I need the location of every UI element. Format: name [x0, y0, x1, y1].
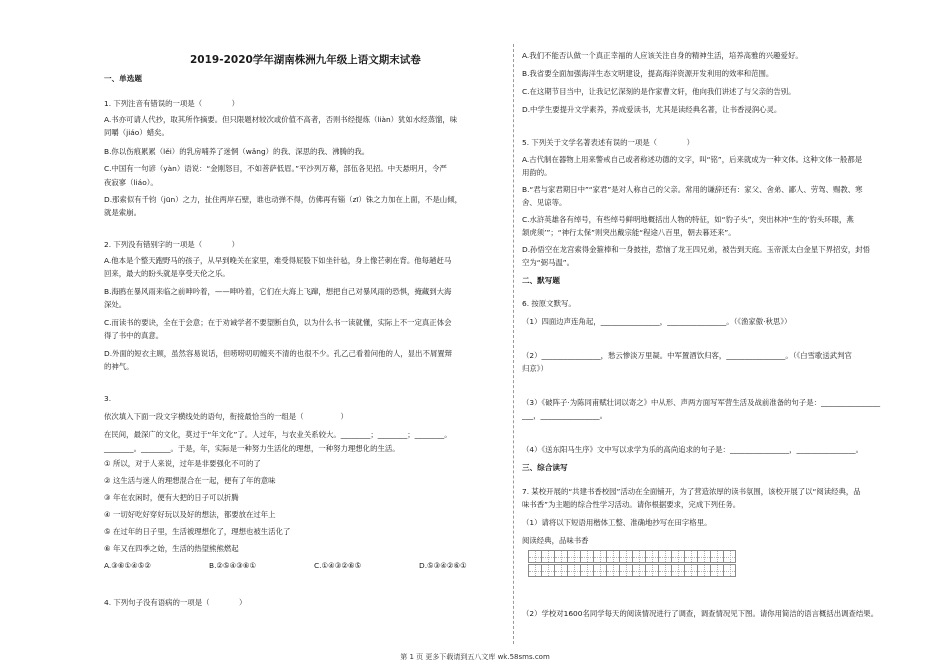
q6-item-1: （1）四面边声连角起，________________，________________。（《渔家傲·秋思》） — [522, 317, 792, 326]
question-2-stem: 2. 下列没有错别字的一项是（ ） — [104, 240, 240, 249]
section-heading-comprehensive: 三、综合读写 — [522, 463, 568, 472]
page-title: 2019-2020学年湖南株洲九年级上语文期末试卷 — [190, 54, 421, 66]
q5-option-d: D.孙悟空在龙宫索得金箍棒和一身披挂，惹恼了龙王四兄弟，被告到天庭。玉帝派太白金星下界招安，封悟 — [522, 245, 871, 254]
q1-option-c: C.中国有一句谚（yàn）语说：“金刚怒目，不如菩萨低眉。”平沙列万幕，部伍各见招。中天悬明月，令严 — [104, 164, 447, 173]
q6-item-2-cont: 归京》） — [522, 364, 548, 373]
q2-option-b-cont: 深处。 — [104, 300, 127, 309]
q2-option-c-cont: 得了书中的真意。 — [104, 331, 164, 340]
q2-option-b: B.海鸥在暴风雨来临之前呻吟着，——呻吟着，它们在大海上飞蹿，想把自己对暴风雨的恐惧，掩藏到大海 — [104, 287, 452, 296]
page-footer: 第 1 页 更多下载请到五八文库 wk.58sms.com — [400, 653, 550, 661]
q1-option-d: D.那索似有千钧（jūn）之力，扯住两岸石壁，谁也动弹不得，仿佛再有锱（zī）铢之力加在上面，不是山倾， — [104, 195, 462, 204]
q5-option-c: C.水浒英雄各有绰号，有些绰号鲜明地概括出人物的特征，如“豹子头”，突出林冲“生的‘豹头环眼，燕 — [522, 215, 854, 224]
question-7-stem: 7. 某校开展的“共建书香校园”活动在全面铺开，为了营造浓厚的读书氛围，该校开展了以“阅读经典，品 — [522, 487, 861, 496]
q2-option-d: D.外面的短衣主顾，虽然容易说话，但唠唠叨叨缠夹不清的也很不少。孔乙己看着问他的人，显出不屑置辩 — [104, 349, 453, 358]
q7-subtask-2: （2）学校对1600名同学每天的阅读情况进行了调查，调查情况见下图。请你用简洁的语言概括出调查结果。 — [522, 609, 879, 618]
question-6-stem: 6. 按原文默写。 — [522, 299, 576, 308]
writing-grid-row-2[interactable] — [528, 564, 736, 577]
q4-option-c: C.在这期节目当中，让我记忆深刻的是作家曹文轩，他向我们讲述了与父亲的告别。 — [522, 87, 796, 96]
q3-sentence-2: ② 这生活与迷人的理想混合在一起，便有了年的意味 — [104, 476, 276, 485]
q4-option-b: B.我省要全面加强海洋生态文明建设，提高海洋资源开发利用的效率和范围。 — [522, 69, 774, 78]
q3-choice-d: D.⑤③④②⑥① — [419, 561, 467, 570]
q7-phrase-to-copy: 阅读经典，品味书香 — [522, 536, 589, 545]
q5-option-c-cont: 颔虎须’”；“神行太保”则突出戴宗能“程途八百里，朝去暮还来”。 — [522, 228, 736, 237]
q6-item-3: （3）《破阵子·为陈同甫赋壮词以寄之》中从形、声两方面写军营生活及战前准备的句子是：________________ — [522, 398, 881, 407]
q4-option-d: D.中学生要提升文学素养，养成爱读书，尤其是读经典名著，让书香浸润心灵。 — [522, 105, 782, 114]
q1-option-d-cont: 就是索崩。 — [104, 208, 141, 217]
q5-option-a-cont: 用韵的。 — [522, 168, 552, 177]
q2-option-c: C.而读书的要诀，全在于会意；在于劝诫学者不要望断自负，以为什么书一读就懂，实际上不一定真正体会 — [104, 318, 452, 327]
q6-item-4: （4）《送东阳马生序》文中写以求学为乐的高尚追求的句子是：________________，________________。 — [522, 445, 863, 454]
q3-sentence-4: ④ 一切好吃好穿好玩以及好的想法，都要放在过年上 — [104, 510, 276, 519]
section-heading-single-choice: 一、单选题 — [104, 74, 142, 83]
question-1-stem: 1. 下列注音有错误的一项是（ ） — [104, 99, 240, 108]
q3-passage-line-2: ________。________。于是，年，实际是一种努力生活化的理想，一种努力理想化的生活。 — [104, 444, 400, 453]
q3-passage-line-1: 在民间，最深广的文化，莫过于“年文化”了。人过年，与农业关系较大。________；________；________。 — [104, 430, 452, 439]
question-3-number: 3. — [104, 394, 112, 403]
question-4-stem: 4. 下列句子没有语病的一项是（ ） — [104, 598, 247, 607]
writing-grid-row-1[interactable] — [528, 550, 736, 563]
q3-choice-a: A.③⑥①④⑤② — [104, 561, 152, 570]
q2-option-a-cont: 回来，最大的盼头就是享受天伦之乐。 — [104, 269, 230, 278]
question-5-stem: 5. 下列关于文学名著表述有误的一项是（ ） — [522, 138, 694, 147]
q2-option-d-cont: 的神气。 — [104, 362, 134, 371]
q2-option-a: A.他本是个整天跑野马的孩子，从早到晚关在家里，难受得屁股下如坐针毡，身上像芒刺在背。他每趟赶马 — [104, 256, 452, 265]
q1-option-c-cont: 夜寂寥（liáo）。 — [104, 178, 158, 187]
section-heading-dictation: 二、默写题 — [522, 276, 560, 285]
column-divider — [513, 44, 514, 644]
q3-sentence-3: ③ 年在农闲时，便有大把的日子可以折腾 — [104, 493, 239, 502]
q3-sentence-1: ① 所以，对于人来说，过年是非要强化不可的了 — [104, 459, 261, 468]
q1-option-b: B.你以伤痕累累（lěi）的乳房哺养了迷惘（wǎng）的我、深思的我、沸腾的我。 — [104, 147, 370, 156]
q5-option-a: A.古代制在器物上用来警戒自己或者称述功德的文字，叫“铭”，后来就成为一种文体。这种文体一般都是 — [522, 155, 863, 164]
q3-choice-b: B.②⑤④③⑥① — [209, 561, 257, 570]
q3-sentence-6: ⑥ 年又在四季之始，生活的热望熊熊燃起 — [104, 544, 239, 553]
q4-option-a: A.我们不能否认做一个真正幸福的人应该关注自身的精神生活，培养高雅的兴趣爱好。 — [522, 51, 803, 60]
q6-item-3-cont: ___，________________。 — [522, 411, 607, 420]
question-3-stem: 依次填入下面一段文字横线处的语句，衔接最恰当的一组是（ ） — [104, 412, 348, 421]
q1-option-a: A.书亦可请人代抄，取其所作摘要。但只限题材较次或价值不高者，否则书经提炼（liàn）犹如水经蒸馏，味 — [104, 115, 458, 124]
q3-choice-c: C.①④③②⑥⑤ — [314, 561, 362, 570]
q5-option-b-cont: 舍、见谅等。 — [522, 198, 567, 207]
q5-option-d-cont: 空为“弼马温”。 — [522, 258, 575, 267]
q6-item-2: （2）________________，愁云惨淡万里凝。中军置酒饮归客，________________。（《白雪歌送武判官 — [522, 351, 852, 360]
q1-option-a-cont: 同嚼（jiáo）蜡矣。 — [104, 128, 169, 137]
q3-sentence-5: ⑤ 在过年的日子里，生活被理想化了，理想也被生活化了 — [104, 527, 291, 536]
q7-subtask-1: （1）请将以下短语用楷体工整、准确地抄写在田字格里。 — [522, 518, 712, 527]
q5-option-b: B.“君与家君期日中”“家君”是对人称自己的父亲。常用的谦辞还有：家父、舍弟、鄙人、劳驾、赐教、寒 — [522, 185, 863, 194]
question-7-stem-cont: 味书香”为主题的综合性学习活动。请你根据要求，完成下列任务。 — [522, 500, 741, 509]
